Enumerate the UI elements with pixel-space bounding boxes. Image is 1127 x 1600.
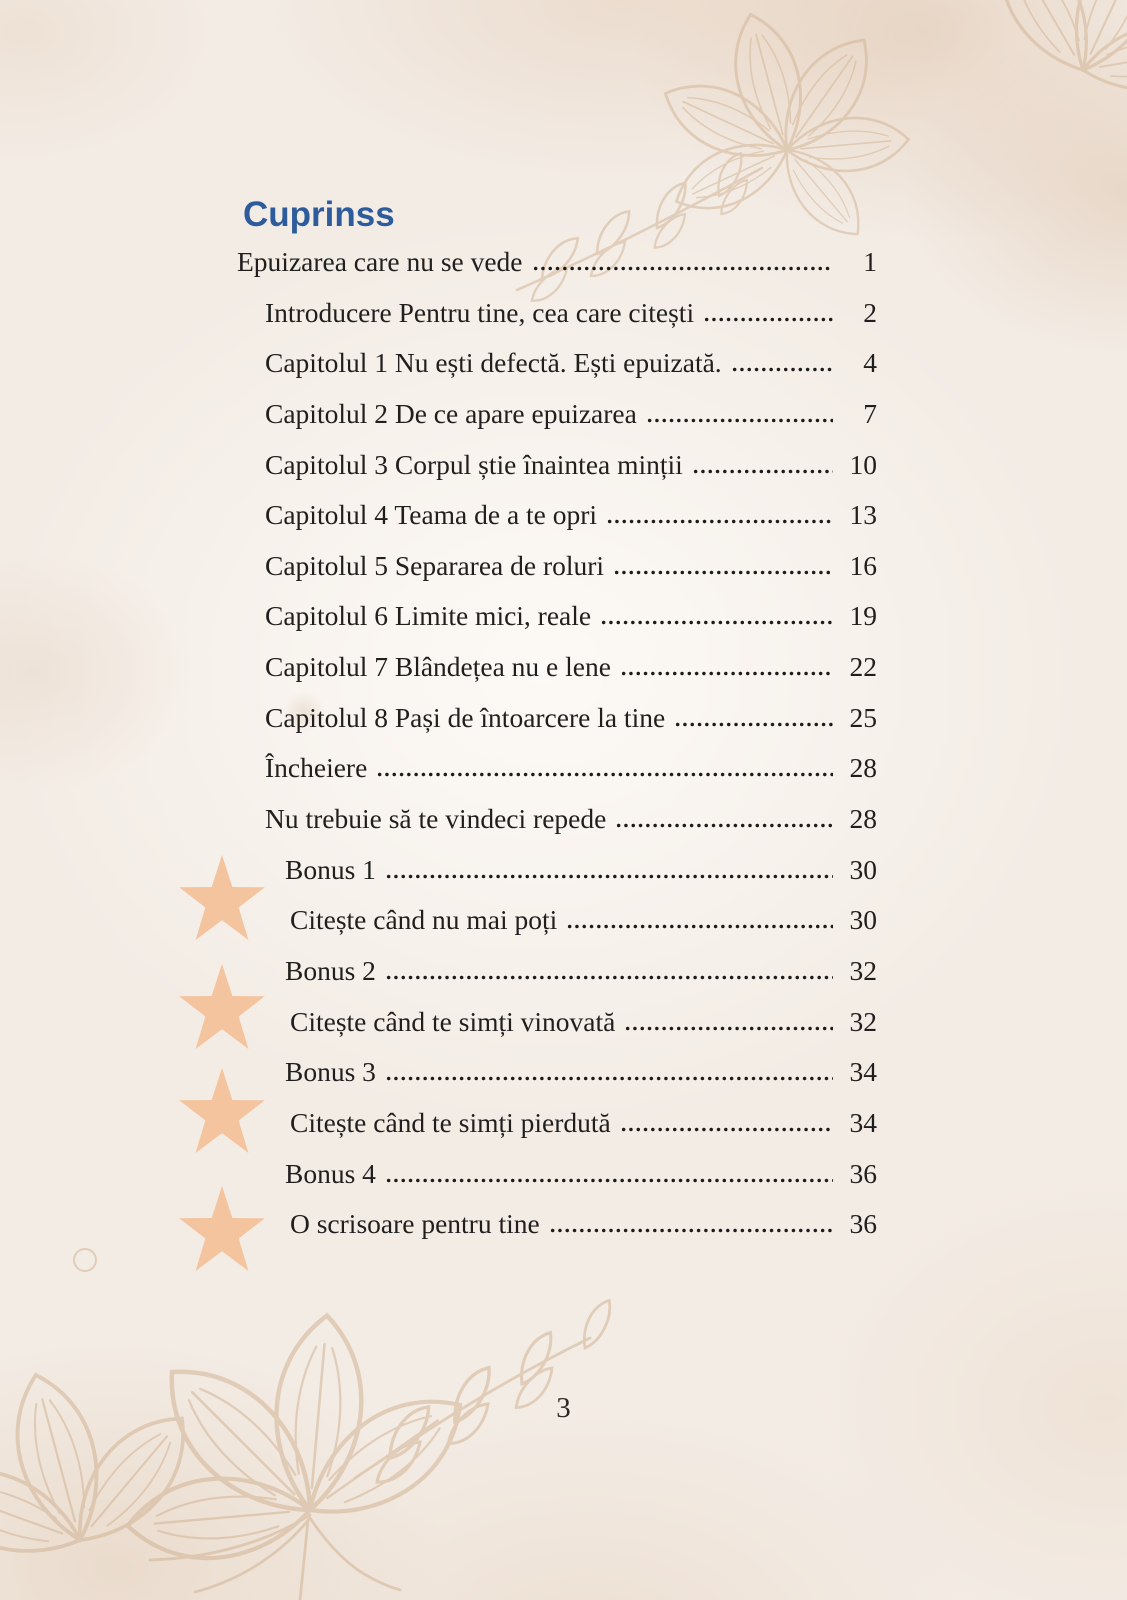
toc-entry-page: 1 <box>863 246 877 277</box>
toc-entry-label: Epuizarea care nu se vede <box>237 246 523 277</box>
toc-entry-label: Citește când nu mai poți <box>290 904 558 936</box>
toc-entry[interactable] <box>237 642 877 693</box>
toc-entry-page: 32 <box>849 954 877 986</box>
toc-entry[interactable] <box>237 591 877 642</box>
toc-entry-label: Bonus 2 <box>285 954 376 986</box>
toc-entry-page: 22 <box>849 651 877 683</box>
toc-entry-label: O scrisoare pentru tine <box>290 1208 540 1240</box>
toc-entry-label: Capitolul 6 Limite mici, reale <box>265 600 592 632</box>
toc-entry-label: Încheiere <box>265 752 368 784</box>
toc-entry[interactable] <box>237 440 877 491</box>
toc-entry-page: 28 <box>849 752 877 784</box>
toc-entry[interactable] <box>237 895 877 946</box>
dot-leader <box>703 317 833 322</box>
toc-entry-page: 30 <box>849 853 877 885</box>
dot-leader <box>620 671 833 676</box>
toc-entry[interactable] <box>237 237 877 288</box>
dot-leader <box>549 1228 833 1233</box>
toc-entry-label: Nu trebuie să te vindeci repede <box>265 803 607 835</box>
dot-leader <box>674 722 833 727</box>
toc-entry-page: 36 <box>849 1208 877 1240</box>
toc-entry-label: Citește când te simți pierdută <box>290 1106 611 1138</box>
toc-entry-label: Bonus 3 <box>285 1056 376 1088</box>
toc-entry[interactable] <box>237 997 877 1048</box>
dot-leader <box>385 975 833 980</box>
dot-leader <box>532 266 833 271</box>
dot-leader <box>606 519 833 524</box>
toc-entry-label: Capitolul 5 Separarea de roluri <box>265 549 605 581</box>
toc-entry-page: 7 <box>863 397 877 429</box>
dot-leader <box>385 874 833 879</box>
toc-entry-page: 36 <box>849 1157 877 1189</box>
toc-entry-label: Capitolul 7 Blândețea nu e lene <box>265 651 611 683</box>
page-title: Cuprinss <box>243 195 395 234</box>
toc-entry-page: 16 <box>849 549 877 581</box>
toc-entry-label: Capitolul 3 Corpul știe înaintea minții <box>265 448 683 480</box>
toc-entry-label: Capitolul 1 Nu ești defectă. Ești epuizată. <box>265 347 722 379</box>
toc-entry-page: 28 <box>849 803 877 835</box>
toc-entry-page: 25 <box>849 701 877 733</box>
toc-entry-page: 2 <box>863 296 877 328</box>
dot-leader <box>613 570 833 575</box>
toc-entry-bonus[interactable] <box>237 1047 877 1098</box>
dot-leader <box>692 469 833 474</box>
toc-entry-label: Citește când te simți vinovată <box>290 1005 616 1037</box>
toc-entry[interactable] <box>237 338 877 389</box>
toc-entry[interactable] <box>237 541 877 592</box>
page-number: 3 <box>556 1392 571 1424</box>
toc-entry-label: Capitolul 4 Teama de a te opri <box>265 499 598 531</box>
toc-entry-page: 30 <box>849 904 877 936</box>
dot-leader <box>566 924 833 929</box>
toc-entry-page: 13 <box>849 499 877 531</box>
toc-entry-bonus[interactable] <box>237 946 877 997</box>
toc-entry[interactable] <box>237 794 877 845</box>
toc-entry[interactable] <box>237 1199 877 1250</box>
toc-entry[interactable] <box>237 389 877 440</box>
dot-leader <box>600 620 833 625</box>
dot-leader <box>731 367 833 372</box>
dot-leader <box>646 418 833 423</box>
toc-entry[interactable] <box>237 743 877 794</box>
toc-entry[interactable] <box>237 490 877 541</box>
toc-entry-label: Capitolul 8 Pași de întoarcere la tine <box>265 701 666 733</box>
dot-leader <box>385 1076 833 1081</box>
toc-entry[interactable] <box>237 288 877 339</box>
toc-entry[interactable] <box>237 1098 877 1149</box>
toc-entry-page: 34 <box>849 1106 877 1138</box>
toc-entry-page: 4 <box>863 347 877 379</box>
toc-entry-label: Introducere Pentru tine, cea care citești <box>265 296 695 328</box>
toc-entry-page: 10 <box>849 448 877 480</box>
toc-entry-bonus[interactable] <box>237 845 877 896</box>
toc-entry-page: 19 <box>849 600 877 632</box>
dot-leader <box>624 1026 833 1031</box>
toc-content <box>237 0 877 1250</box>
toc-entry-label: Bonus 1 <box>285 853 376 885</box>
toc-entry-label: Capitolul 2 De ce apare epuizarea <box>265 397 637 429</box>
dot-leader <box>620 1127 833 1132</box>
dot-leader <box>376 772 833 777</box>
toc-entry-page: 34 <box>849 1056 877 1088</box>
toc-entry-page: 32 <box>849 1005 877 1037</box>
toc-entry-bonus[interactable] <box>237 1149 877 1200</box>
dot-leader <box>385 1178 833 1183</box>
toc-entry[interactable] <box>237 693 877 744</box>
dot-leader <box>615 823 833 828</box>
toc-entry-label: Bonus 4 <box>285 1157 376 1189</box>
